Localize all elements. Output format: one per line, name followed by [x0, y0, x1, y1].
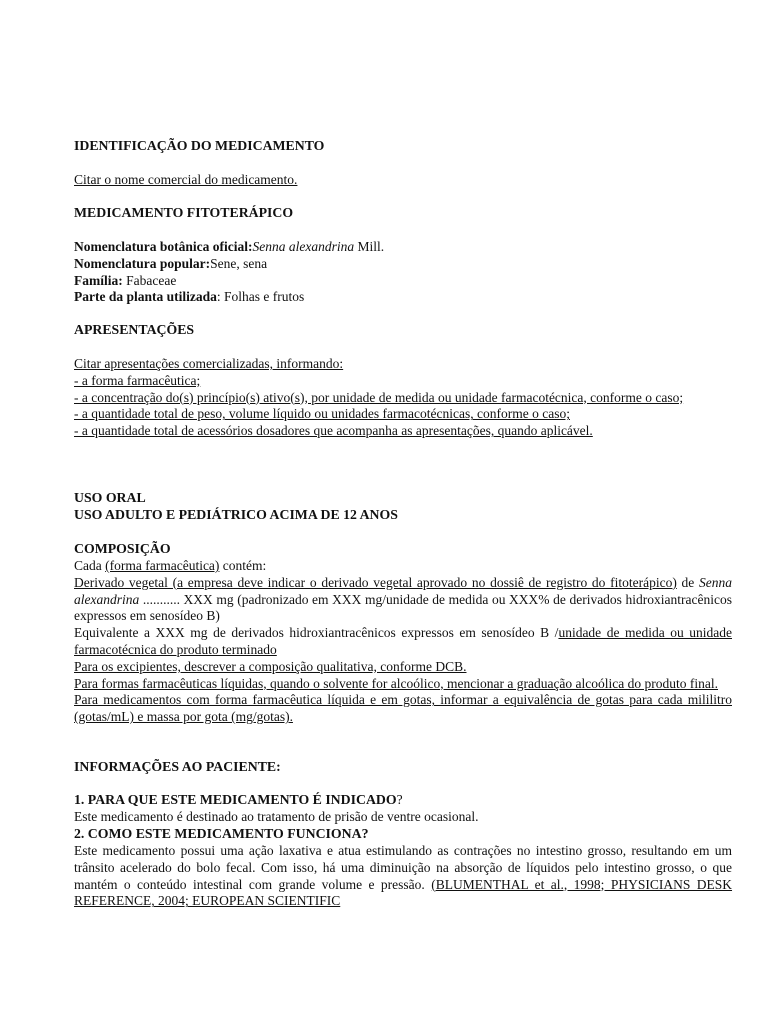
heading-identificacao: IDENTIFICAÇÃO DO MEDICAMENTO [74, 138, 325, 153]
q1-heading-line [74, 792, 732, 809]
composicao-section [74, 558, 732, 726]
botanica-value-familia: Fabaceae [122, 272, 177, 288]
q2-answer: Este medicamento possui uma ação laxativa e atua estimulando as contrações no intestino grosso, resultando em um trânsito acelerado do bolo fecal. Com isso, há uma diminuição na absorção de líquidos pelo intestino grosso, o que mantém o conteúdo intestinal com grande volume e pressão. [74, 843, 732, 892]
composicao-liquidas: Para formas farmacêuticas líquidas, quando o solvente for alcoólico, mencionar a graduação alcoólica do produto final. [74, 675, 719, 691]
q2-answer-section [74, 843, 732, 910]
composicao-equivalente [74, 625, 732, 659]
apresentacoes-item: - a quantidade total de acessórios dosadores que acompanha as apresentações, quando aplicável. [74, 423, 593, 439]
botanica-value-oficial-rest: Mill. [354, 239, 385, 254]
botanica-label-parte: Parte da planta utilizada [74, 289, 217, 305]
composicao-excipientes: Para os excipientes, descrever a composição qualitativa, conforme DCB. [74, 658, 467, 674]
apresentacoes-list [74, 356, 732, 440]
composicao-species: Senna alexandrina [74, 574, 732, 607]
identificacao-note: Citar o nome comercial do medicamento. [74, 172, 298, 187]
composicao-equivalente-text: Equivalente a XXX mg de derivados hidroxiantracênicos expressos em senosídeo B / [74, 625, 559, 641]
heading-uso-adulto: USO ADULTO E PEDIÁTRICO ACIMA DE 12 ANOS [74, 507, 398, 522]
heading-apresentacoes: APRESENTAÇÕES [74, 322, 195, 337]
apresentacoes-item: - a concentração do(s) princípio(s) ativo(s), por unidade de medida ou unidade farmacotécnica, conforme o caso; [74, 389, 684, 405]
composicao-cada-prefix: Cada [74, 558, 106, 573]
botanica-label-oficial: Nomenclatura botânica oficial: [74, 239, 253, 254]
q1-question-mark: ? [396, 792, 403, 807]
botanica-value-popular: Sene, sena [210, 255, 268, 271]
heading-uso-oral: USO ORAL [74, 490, 146, 505]
composicao-de: de [676, 574, 699, 590]
heading-composicao: COMPOSIÇÃO [74, 541, 171, 556]
botanica-label-popular: Nomenclatura popular: [74, 255, 211, 271]
q1-answer: Este medicamento é destinado ao tratamento de prisão de ventre ocasional. [74, 809, 479, 824]
composicao-derivado [74, 575, 732, 625]
botanica-section [74, 239, 732, 306]
heading-q2: 2. COMO ESTE MEDICAMENTO FUNCIONA? [74, 826, 369, 841]
heading-q1: 1. PARA QUE ESTE MEDICAMENTO É INDICADO [74, 792, 397, 807]
heading-informacoes: INFORMAÇÕES AO PACIENTE: [74, 759, 281, 774]
composicao-forma-farmaceutica: (forma farmacêutica) [105, 558, 220, 573]
q2-references: (BLUMENTHAL et al., 1998; PHYSICIANS DESK REFERENCE, 2004; EUROPEAN SCIENTIFIC [74, 876, 733, 909]
composicao-unidade: unidade de medida ou unidade farmacotécnica do produto terminado [74, 625, 732, 657]
composicao-derivado-rest: ........... XXX mg (padronizado em XXX mg/unidade de medida ou XXX% de derivados hidroxiantracênicos expressos em senosídeo B) [74, 591, 732, 624]
botanica-line-parte [74, 289, 732, 306]
composicao-gotas: Para medicamentos com forma farmacêutica líquida e em gotas, informar a equivalência de gotas para cada mililitro (gotas/mL) e massa por gota (mg/gotas). [74, 692, 732, 725]
botanica-line-popular [74, 256, 732, 273]
apresentacoes-item: Citar apresentações comercializadas, informando: [74, 356, 344, 371]
composicao-contem: contém: [219, 558, 267, 573]
apresentacoes-item: - a quantidade total de peso, volume líquido ou unidades farmacotécnicas, conforme o caso; [74, 406, 570, 422]
botanica-value-parte: : Folhas e frutos [216, 289, 305, 305]
composicao-derivado-vegetal: Derivado vegetal (a empresa deve indicar o derivado vegetal aprovado no dossiê de registro do fitoterápico) [74, 574, 677, 590]
apresentacoes-item: - a forma farmacêutica; [74, 372, 201, 388]
botanica-label-familia: Família: [74, 272, 123, 288]
botanica-line-familia [74, 273, 732, 290]
composicao-line-cada [74, 558, 732, 575]
botanica-value-oficial-italic: Senna alexandrina [252, 239, 355, 254]
botanica-line-oficial [74, 239, 732, 256]
heading-fitoterapico: MEDICAMENTO FITOTERÁPICO [74, 205, 294, 220]
